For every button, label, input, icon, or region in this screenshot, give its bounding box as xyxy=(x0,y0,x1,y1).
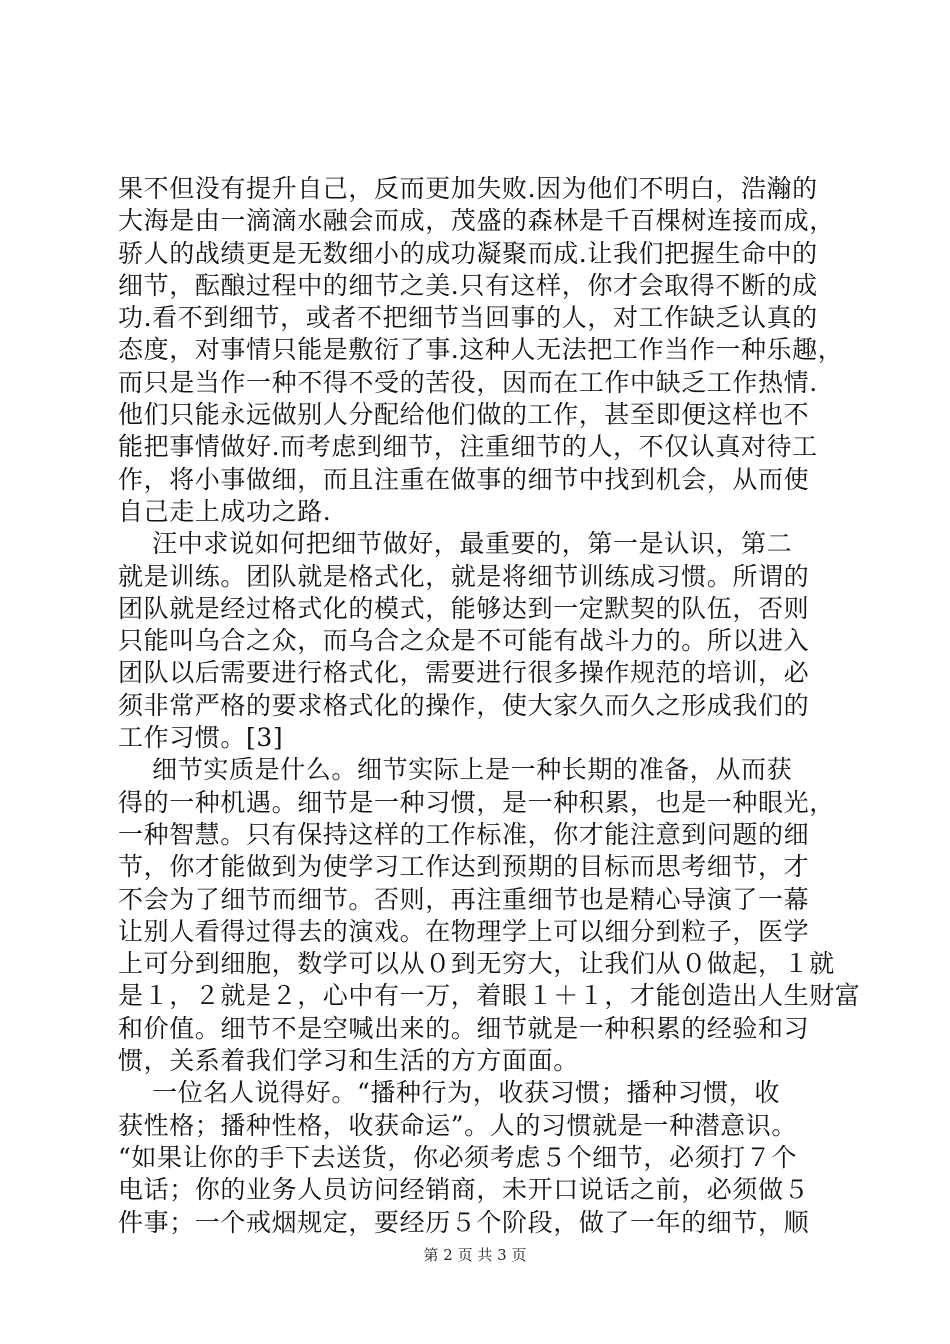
text-line: 节，你才能做到为使学习工作达到预期的目标而思考细节，才 xyxy=(118,852,810,882)
text-line: 须非常严格的要求格式化的操作，使大家久而久之形成我们的 xyxy=(118,690,810,720)
text-line: 自己走上成功之路. xyxy=(118,496,332,526)
text-line: 一位名人说得好。“播种行为，收获习惯；播种习惯，收 xyxy=(118,1078,780,1108)
text-line: 让别人看得过得去的演戏。在物理学上可以细分到粒子，医学 xyxy=(118,916,810,946)
text-line: 获性格；播种性格，收获命运”。人的习惯就是一种潜意识。 xyxy=(118,1110,797,1140)
text-line: 细节实质是什么。细节实际上是一种长期的准备，从而获 xyxy=(118,755,793,785)
text-line: 件事；一个戒烟规定，要经历５个阶段，做了一年的细节，顺 xyxy=(118,1207,810,1237)
page-footer: 第 2 页 共 3 页 xyxy=(423,1246,527,1264)
text-line: 电话；你的业务人员访问经销商，未开口说话之前，必须做５ xyxy=(118,1175,810,1205)
text-line: “如果让你的手下去送货，你必须考虑５个细节，必须打７个 xyxy=(118,1142,797,1172)
text-line: 工作习惯。[3] xyxy=(118,723,284,753)
text-line: 态度，对事情只能是敷衍了事.这种人无法把工作当作一种乐趣， xyxy=(118,335,844,365)
text-line: 只能叫乌合之众，而乌合之众是不可能有战斗力的。所以进入 xyxy=(118,626,810,656)
text-line: 作，将小事做细，而且注重在做事的细节中找到机会，从而使 xyxy=(118,464,810,494)
text-line: 是１，２就是２，心中有一万，着眼１＋１，才能创造出人生财富 xyxy=(118,981,861,1011)
text-line: 就是训练。团队就是格式化，就是将细节训练成习惯。所谓的 xyxy=(118,561,810,591)
text-line: 和价值。细节不是空喊出来的。细节就是一种积累的经验和习 xyxy=(118,1013,810,1043)
text-line: 大海是由一滴滴水融会而成，茂盛的森林是千百棵树连接而成， xyxy=(118,206,835,236)
text-line: 他们只能永远做别人分配给他们做的工作，甚至即便这样也不 xyxy=(118,400,810,430)
text-line: 功.看不到细节，或者不把细节当回事的人，对工作缺乏认真的 xyxy=(118,303,818,333)
text-line: 上可分到细胞，数学可以从０到无穷大，让我们从０做起，１就 xyxy=(118,949,835,979)
text-line: 细节，酝酿过程中的细节之美.只有这样，你才会取得不断的成 xyxy=(118,270,818,300)
text-line: 能把事情做好.而考虑到细节，注重细节的人，不仅认真对待工 xyxy=(118,432,818,462)
text-line: 果不但没有提升自己，反而更加失败.因为他们不明白，浩瀚的 xyxy=(118,174,818,203)
text-line: 骄人的战绩更是无数细小的成功凝聚而成.让我们把握生命中的 xyxy=(118,238,818,268)
body-text xyxy=(118,173,861,1239)
text-line: 一种智慧。只有保持这样的工作标准，你才能注意到问题的细 xyxy=(118,819,810,849)
text-line: 团队就是经过格式化的模式，能够达到一定默契的队伍，否则 xyxy=(118,593,810,623)
text-line: 团队以后需要进行格式化，需要进行很多操作规范的培训，必 xyxy=(118,658,810,688)
text-line: 汪中求说如何把细节做好，最重要的，第一是认识，第二 xyxy=(118,529,793,559)
text-line: 惯，关系着我们学习和生活的方方面面。 xyxy=(118,1046,579,1076)
text-line: 而只是当作一种不得不受的苦役，因而在工作中缺乏工作热情. xyxy=(118,367,818,397)
text-line: 得的一种机遇。细节是一种习惯，是一种积累，也是一种眼光， xyxy=(118,787,835,817)
text-line: 不会为了细节而细节。否则，再注重细节也是精心导演了一幕 xyxy=(118,884,810,914)
